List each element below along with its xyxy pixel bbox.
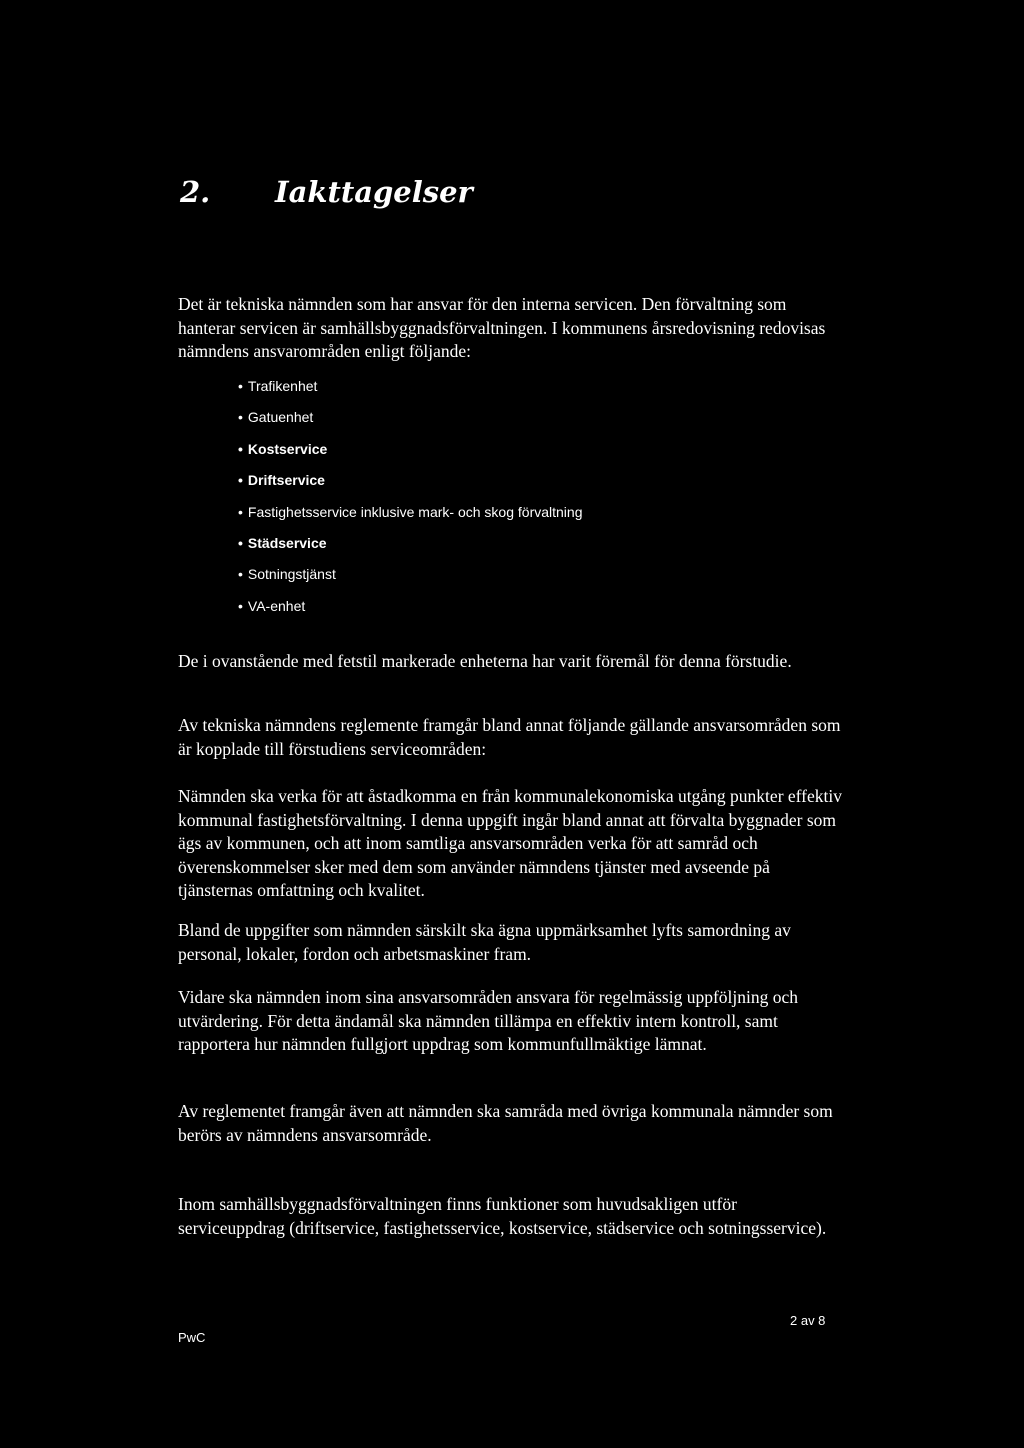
- paragraph-property-management: Nämnden ska verka för att åstadkomma en från kommunalekonomiska utgång punkter effektiv kommunal fastighetsförvaltning. I denna uppgift ingår bland annat att förvalta byggnader som ägs av kommunen, och att inom samtliga ansvarsområden verka för att samråd och överenskommelser sker med dem som använder nämndens tjänster med avseende på tjänsternas omfattning och kvalitet.: [178, 786, 842, 900]
- list-item-label: Sotningstjänst: [247, 566, 336, 583]
- paragraph-consultation: Av reglementet framgår även att nämnden ska samråda med övriga kommunala nämnder som berörs av nämndens ansvarsområde.: [178, 1101, 833, 1145]
- paragraph-bold-note: De i ovanstående med fetstil markerade enheterna har varit föremål för denna förstudie.: [178, 651, 792, 671]
- bullet-icon: •: [238, 472, 243, 489]
- paragraph-regulation: Av tekniska nämndens reglemente framgår bland annat följande gällande ansvarsområden som är kopplade till förstudiens serviceområden:: [178, 715, 841, 759]
- section-title: Iakttagelser: [275, 175, 473, 209]
- bullet-icon: •: [238, 503, 243, 520]
- list-item-label: Städservice: [247, 534, 327, 551]
- list-item: [238, 533, 582, 564]
- list-item-label: Kostservice: [247, 440, 328, 457]
- list-item: [238, 596, 582, 627]
- section-number: 2.: [180, 175, 211, 209]
- list-item: [238, 376, 582, 407]
- list-item-label: Driftservice: [247, 472, 325, 489]
- paragraph-service-functions: Inom samhällsbyggnadsförvaltningen finns funktioner som huvudsakligen utför serviceuppdrag (driftservice, fastighetsservice, kostservice, städservice och sotningsservice).: [178, 1194, 827, 1238]
- bullet-icon: •: [238, 534, 243, 551]
- list-item-label: Trafikenhet: [247, 378, 318, 394]
- list-item: [238, 407, 582, 438]
- responsibility-list: [238, 376, 582, 627]
- list-item: [238, 564, 582, 595]
- section-heading: [180, 172, 473, 212]
- list-item-label: VA-enhet: [247, 597, 306, 614]
- bullet-icon: •: [238, 440, 243, 457]
- intro-paragraph: Det är tekniska nämnden som har ansvar för den interna servicen. Den förvaltning som hanterar servicen är samhällsbyggnadsförvaltningen. I kommunens årsredovisning redovisas nämndens ansvarområden enligt följande:: [178, 294, 826, 361]
- bullet-icon: •: [238, 597, 243, 614]
- footer-page-number: 2 av 8: [790, 1313, 826, 1328]
- bullet-icon: •: [238, 566, 243, 583]
- paragraph-coordination: Bland de uppgifter som nämnden särskilt ska ägna uppmärksamhet lyfts samordning av personal, lokaler, fordon och arbetsmaskiner fram.: [178, 920, 791, 964]
- paragraph-follow-up: Vidare ska nämnden inom sina ansvarsområden ansvara för regelmässig uppföljning och utvärdering. För detta ändamål ska nämnden tillämpa en effektiv intern kontroll, samt rapportera hur nämnden fullgjort uppdrag som kommunfullmäktige lämnat.: [178, 987, 799, 1054]
- list-item: [238, 502, 582, 533]
- footer-company: PwC: [178, 1330, 206, 1345]
- bullet-icon: •: [238, 378, 243, 394]
- bullet-icon: •: [238, 409, 243, 426]
- list-item: [238, 439, 582, 470]
- list-item-label: Gatuenhet: [247, 409, 314, 426]
- list-item: [238, 470, 582, 501]
- list-item-label: Fastighetsservice inklusive mark- och skog förvaltning: [247, 503, 583, 520]
